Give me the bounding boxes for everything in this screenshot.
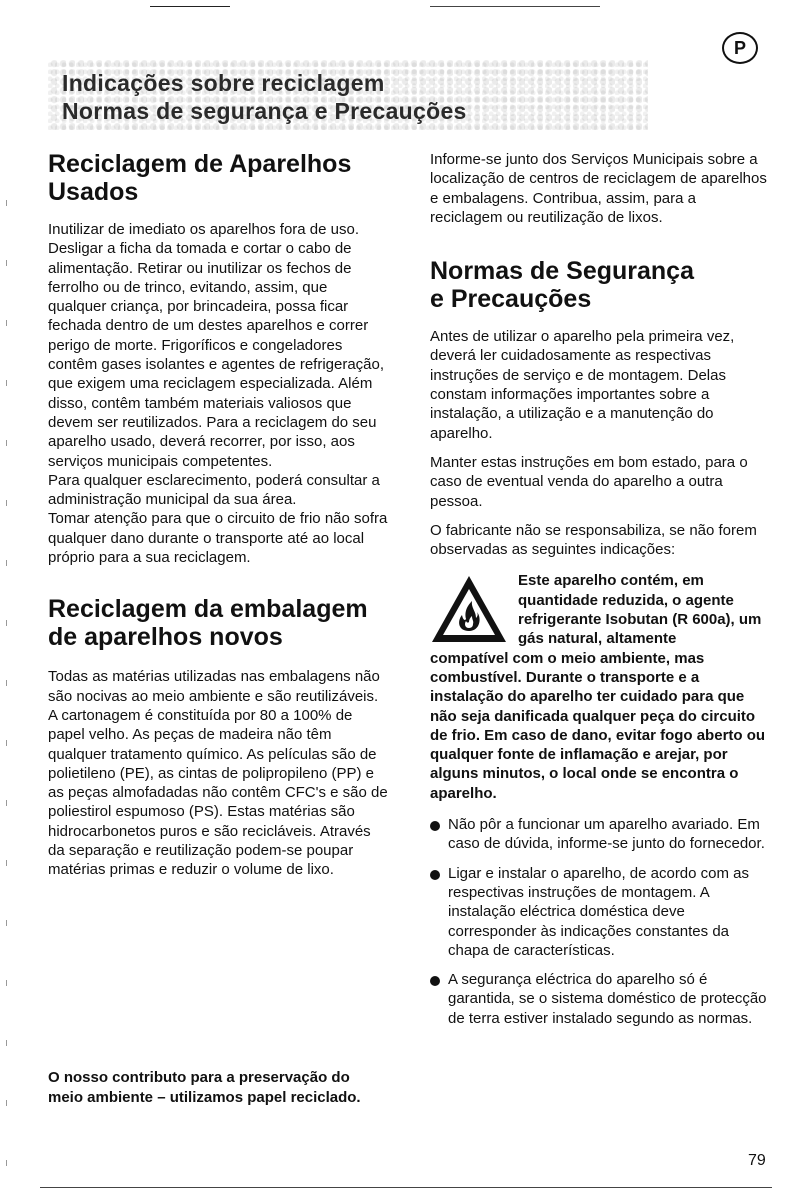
paragraph: Inutilizar de imediato os aparelhos fora de uso. [48,221,360,238]
bullet-dot-icon [430,976,440,986]
scan-edge-line [150,6,230,7]
paragraph: O fabricante não se responsabiliza, se não forem observadas as seguintes indicações: [430,521,757,559]
list-item: A segurança eléctrica do aparelho só é garantida, se o sistema doméstico de protecção de terra estiver instalado segundo as normas. [430,970,770,1028]
warning-text-first: Este aparelho contém, em quantidade reduzida, o agente refrigerante Isobutan (R 600a), um gás natural, altamente [518,572,762,648]
scan-edge-line [430,6,600,7]
right-column [430,150,770,1038]
bullet-dot-icon [430,870,440,880]
flammable-warning-icon [430,573,508,645]
heading-safety: Normas de Segurança e Precauções [430,257,694,314]
safety-list [430,815,770,1028]
language-badge: P [722,32,758,64]
scan-margin-marks [6,200,7,1180]
environment-note: O nosso contributo para a preservação do meio ambiente – utilizamos papel reciclado. [48,1069,361,1106]
list-item: Não pôr a funcionar um aparelho avariado. Em caso de dúvida, informe-se junto do fornecedor. [430,815,770,854]
flammable-warning [430,571,770,803]
paragraph: Manter estas instruções em bom estado, para o caso de eventual venda do aparelho a outra pessoa. [430,453,748,510]
paragraph: Para qualquer esclarecimento, poderá consultar a administração municipal da sua área. [48,471,380,509]
bullet-dot-icon [430,821,440,831]
heading-recycling-old: Reciclagem de Aparelhos Usados [48,150,352,206]
paragraph: Antes de utilizar o aparelho pela primeira vez, deverá ler cuidadosamente as respectivas instruções de serviço e de montagem. Delas constam informações importantes sobre a instalação, a utilização e a manutenção do aparelho. [430,328,735,442]
header-line-1: Indicações sobre reciclagem [62,70,385,96]
section-header [48,60,648,130]
paragraph: Desligar a ficha da tomada e cortar o cabo de alimentação. Retirar ou inutilizar os fechos de ferrolho ou de trinco, evitando, assim, que qualquer criança, por brincadeira, possa ficar fechada dentro de um destes aparelhos e correr perigo de morte. Frigoríficos e congeladores contêm gases isolantes e agentes de refrigeração, que exigem uma reciclagem especializada. Além disso, contêm também materiais valiosos que devem ser reutilizados. Para a reciclagem do seu aparelho usado, deverá recorrer, por isso, aos serviços municipais competentes. [48,240,385,470]
paragraph: Todas as matérias utilizadas nas embalagens não são nocivas ao meio ambiente e são reutilizáveis. A cartonagem é constituída por 80 a 100% de papel velho. As peças de madeira não têm qualquer tratamento químico. As películas são de polietileno (PE), as cintas de polipropileno (PP) e as peças almofadadas não contêm CFC's e são de poliestirol espumoso (PS). Estas matérias são hidrocarbonetos puros e são recicláveis. Através da separação e reutilização podem-se poupar matérias primas e reduzir o volume de lixo. [48,668,388,879]
scan-edge-line [40,1187,772,1188]
header-line-2: Normas de segurança e Precauções [62,98,467,124]
left-column [48,150,388,880]
heading-recycling-packaging: Reciclagem da embalagem de aparelhos novos [48,595,368,652]
paragraph: Informe-se junto dos Serviços Municipais sobre a localização de centros de reciclagem de aparelhos e embalagens. Contribua, assim, para a reciclagem ou reutilização de lixos. [430,151,767,226]
warning-text-rest: compatível com o meio ambiente, mas combustível. Durante o transporte e a instalação do aparelho ter cuidado para que não seja danificada qualquer peça do circuito de frio. Em caso de dano, evitar fogo aberto ou qualquer fonte de inflamação e arejar, por alguns minutos, o local onde se encontra o aparelho. [430,649,766,802]
paragraph: Tomar atenção para que o circuito de frio não sofra qualquer dano durante o transporte até ao local próprio para a sua reciclagem. [48,510,388,567]
page-number: 79 [748,1152,766,1169]
list-item: Ligar e instalar o aparelho, de acordo com as respectivas instruções de montagem. A instalação eléctrica doméstica deve corresponder às indicações constantes da chapa de características. [430,864,770,960]
